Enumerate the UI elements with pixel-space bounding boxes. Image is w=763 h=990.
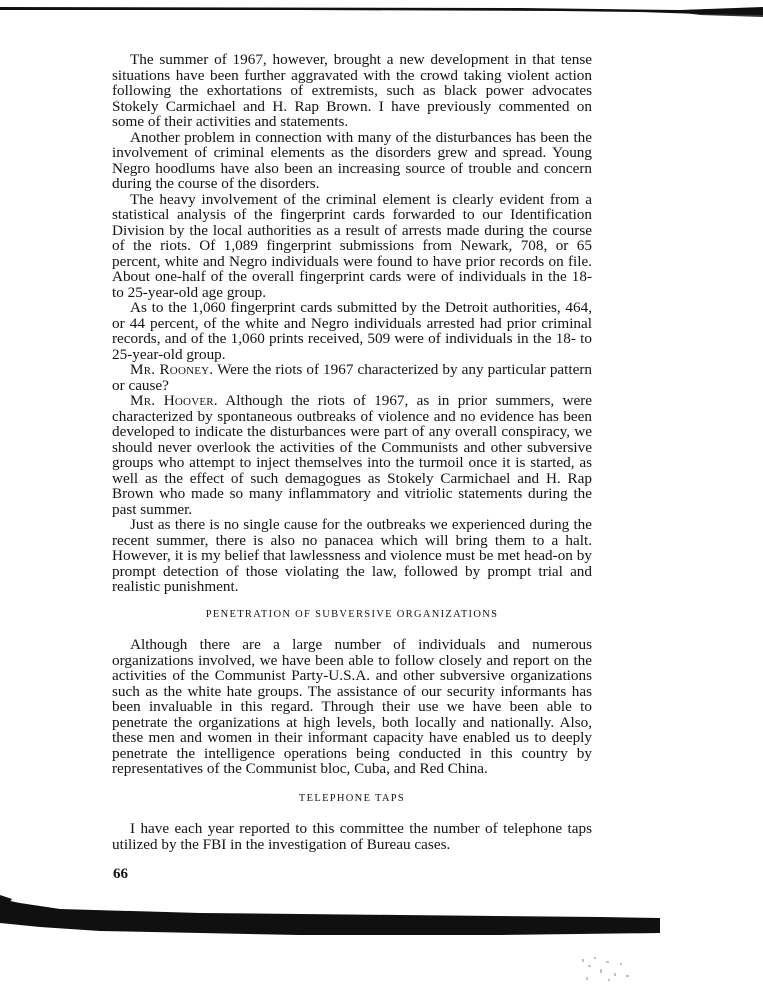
paragraph: Another problem in connection with many of the disturbances has been the involvement of criminal elements as the disorders grew and spread. Young Negro hoodlums have also been an increasing source of trouble and concern during the course of the disorders. [112, 128, 592, 192]
section-heading: TELEPHONE TAPS [298, 792, 406, 804]
paragraph: Although there are a large number of individuals and numerous organizations involved, we have been able to follow closely and report on the activities of the Communist Party-U.S.A. and other subversive organizations such as the white hate groups. The assistance of our security informants has been invaluable in this regard. Through their use we have been able to penetrate the organizations at high levels, both locally and nationally. Also, these men and women in their informant capacity have enabled us to deeply penetrate the intelligence operations being conducted in this country by representatives of the Communist bloc, Cuba, and Red China. [112, 636, 592, 777]
paragraph: The heavy involvement of the criminal element is clearly evident from a statistical analysis of the fingerprint cards forwarded to our Identification Division by the local authorities as a result of arrests made during the course of the riots. Of 1,089 fingerprint submissions from Newark, 708, or 65 percent, white and Negro individuals were found to have prior records on file. About one-half of the overall fingerprint cards were of individuals in the 18- to 25-year-old age group. [112, 190, 592, 301]
section-heading: PENETRATION OF SUBVERSIVE ORGANIZATIONS [205, 608, 499, 620]
scan-edge-top [0, 5, 763, 23]
dialogue-text: Were the riots of 1967 characterized by any particular pattern or cause? [112, 361, 592, 394]
document-body [112, 52, 592, 852]
paragraph: I have each year reported to this committee the number of telephone taps utilized by the FBI in the investigation of Bureau cases. [112, 820, 592, 853]
page-number: 66 [113, 866, 128, 882]
paragraph: As to the 1,060 fingerprint cards submitted by the Detroit authorities, 464, or 44 percent, of the white and Negro individuals arrested had prior criminal records, and of the 1,060 prints received, 509 were of individuals in the 18- to 25-year-old group. [112, 299, 592, 363]
dialogue-paragraph [112, 362, 592, 393]
paragraph: Just as there is no single cause for the outbreaks we experienced during the recent summer, there is also no panacea which will bring them to a halt. However, it is my belief that lawlessness and violence must be met head-on by prompt detection of those violating the law, followed by prompt trial and realistic punishment. [112, 516, 592, 595]
scan-noise [580, 955, 640, 985]
dialogue-text: Although the riots of 1967, as in prior summers, were characterized by spontaneous outbreaks of violence and no evidence has been developed to indicate the disturbances were part of any overall conspiracy, we should never overlook the activities of the Communists and other subversive groups who attempt to inject themselves into the turmoil once it is started, as well as the effect of such demagogues as Stokely Carmichael and H. Rap Brown who made so many inflammatory and vitriolic statements during the past summer. [112, 392, 592, 518]
speaker-name: Mr. Rooney. [130, 361, 214, 378]
scan-edge-bottom [0, 893, 763, 945]
paragraph: The summer of 1967, however, brought a new development in that tense situations have been further aggravated with the crowd taking violent action following the exhortations of extremists, such as black power advocates Stokely Carmichael and H. Rap Brown. I have previously commented on some of their activities and statements. [112, 51, 592, 130]
speaker-name: Mr. Hoover. [130, 392, 218, 409]
dialogue-paragraph [112, 393, 592, 517]
